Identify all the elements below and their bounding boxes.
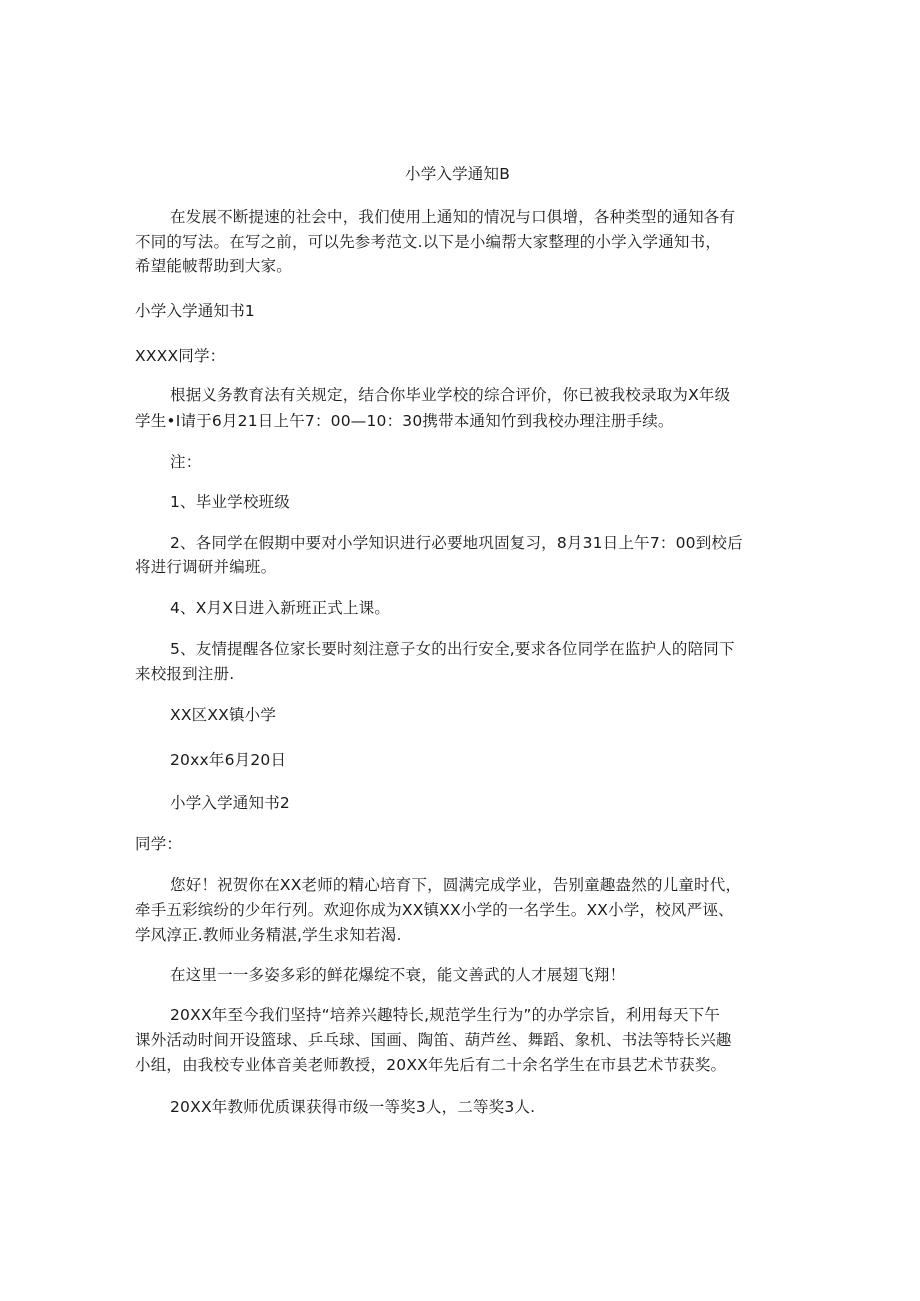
note-item-5-line-1: 5、友情提醒各位家长要时刻注意子女的出行安全,要求各位同学在监护人的陪同下 (170, 640, 735, 658)
notice1-date: 20xx年6月20日 (170, 751, 287, 769)
notice2-para3-line-1: 20XX年至今我们坚持“培养兴趣特长,规范学生行为”的办学宗旨，利用每天下午 (170, 1006, 721, 1024)
notice2-para4: 20XX年教师优质课获得市级一等奖3人，二等奖3人. (170, 1098, 536, 1116)
note-label: 注： (170, 453, 202, 471)
notice2-para3-line-3: 小组，由我校专业体音美老师教授，20XX年先后有二十余名学生在市县艺术节获奖。 (135, 1056, 727, 1074)
notice1-salutation: XXXX同学： (135, 347, 226, 365)
note-item-2-line-2: 将进行调研并编班。 (135, 558, 277, 576)
note-item-1: 1、毕业学校班级 (170, 493, 290, 511)
notice2-para3-line-2: 课外活动时间开设篮球、乒乓球、国画、陶笛、葫芦丝、舞蹈、象机、书法等特长兴趣 (135, 1031, 732, 1049)
intro-line-2: 不同的写法。在写之前，可以先参考范文.以下是小编帮大家整理的小学入学通知书， (135, 233, 722, 251)
note-item-2-line-1: 2、各同学在假期中要对小学知识进行必要地巩固复习，8月31日上午7：00到校后 (170, 534, 743, 552)
notice1-body-line-1: 根据义务教育法有关规定，结合你毕业学校的综合评价，你已被我校录取为X年级 (170, 386, 731, 404)
notice2-heading: 小学入学通知书2 (170, 794, 290, 812)
intro-line-1: 在发展不断提速的社会中，我们使用上通知的情况与口俱增，各种类型的通知各有 (170, 208, 736, 226)
notice2-salutation: 同学： (135, 835, 183, 853)
school-signature: XX区XX镇小学 (170, 706, 277, 724)
notice1-body-line-2: 学生•I请于6月21日上午7：00—10：30携带本通知竹到我校办理注册手续。 (135, 412, 674, 430)
note-item-4: 4、X月X日进入新班正式上课。 (170, 599, 391, 617)
notice2-para1-line-3: 学风淳正.教师业务精湛,学生求知若渴. (135, 926, 402, 944)
note-item-5-line-2: 来校报到注册. (135, 665, 235, 683)
notice2-para2: 在这里一一多姿多彩的鲜花爆绽不衰，能文善武的人才展翅飞翔！ (170, 966, 626, 984)
notice1-heading: 小学入学通知书1 (135, 302, 255, 320)
document-title: 小学入学通知B (405, 165, 511, 183)
notice2-para1-line-1: 您好！祝贺你在XX老师的精心培育下，圆满完成学业，告别童趣盎然的儿童时代， (170, 876, 742, 894)
intro-line-3: 希望能帔帮助到大家。 (135, 257, 293, 275)
notice2-para1-line-2: 牵手五彩缤纷的少年行列。欢迎你成为XX镇XX小学的一名学生。XX小学，校风严诬、 (135, 901, 734, 919)
